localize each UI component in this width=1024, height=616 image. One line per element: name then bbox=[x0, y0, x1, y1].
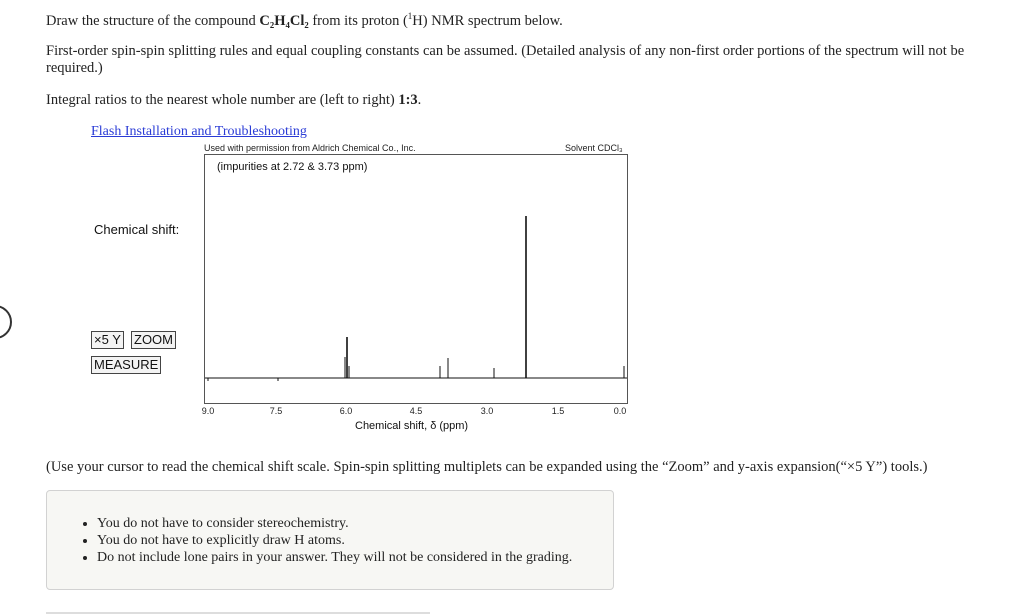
solvent-label: Solvent CDCl₃ bbox=[565, 143, 623, 153]
splitting-rules-text: First-order spin-spin splitting rules and equal coupling constants can be assumed. (Detailed analysis of any non-first order portions of the spectrum will not be required.) bbox=[46, 43, 965, 76]
list-item: • Do not include lone pairs in your answer. They will not be considered in the grading. bbox=[97, 549, 613, 566]
nmr-spectrum-plot[interactable] bbox=[204, 154, 628, 404]
integral-ratio-text: Integral ratios to the nearest whole number are (left to right) 1:3. bbox=[46, 92, 422, 108]
x5-y-expansion-button[interactable]: ×5 Y bbox=[91, 331, 124, 349]
axis-tick-label: 0.0 bbox=[613, 406, 627, 416]
compound-formula: C₂H₄Cl₂ bbox=[259, 12, 309, 29]
notes-list bbox=[47, 515, 613, 566]
instruction-text: (Use your cursor to read the chemical shift scale. Spin-spin splitting multiplets can be expanded using the “Zoom” and y-axis expansion(“×5 Y”) tools.) bbox=[46, 459, 928, 475]
axis-tick-label: 9.0 bbox=[201, 406, 215, 416]
axis-tick-label: 6.0 bbox=[339, 406, 353, 416]
permission-text: Used with permission from Aldrich Chemical Co., Inc. bbox=[204, 143, 416, 153]
integral-ratio-value: 1:3 bbox=[398, 92, 418, 108]
axis-tick-label: 4.5 bbox=[409, 406, 423, 416]
chemical-shift-label: Chemical shift: bbox=[94, 222, 180, 237]
measure-button[interactable]: MEASURE bbox=[91, 356, 161, 374]
axis-tick-label: 3.0 bbox=[480, 406, 494, 416]
axis-tick-label: 1.5 bbox=[551, 406, 565, 416]
question-prompt: Draw the structure of the compound C₂H₄Cl₂ from its proton ($^1$H) NMR spectrum below. bbox=[46, 11, 563, 29]
x-axis-title: Chemical shift, δ (ppm) bbox=[355, 420, 469, 432]
impurities-note: (impurities at 2.72 & 3.73 ppm) bbox=[217, 161, 368, 173]
axis-tick-label: 7.5 bbox=[269, 406, 283, 416]
bottom-divider bbox=[46, 612, 430, 614]
list-item: • You do not have to explicitly draw H atoms. bbox=[97, 532, 613, 549]
zoom-button[interactable]: ZOOM bbox=[131, 331, 176, 349]
flash-installation-link[interactable]: Flash Installation and Troubleshooting bbox=[91, 124, 307, 139]
side-circle-icon bbox=[0, 305, 12, 339]
notes-box bbox=[46, 490, 614, 590]
list-item: • You do not have to consider stereochemistry. bbox=[97, 515, 613, 532]
